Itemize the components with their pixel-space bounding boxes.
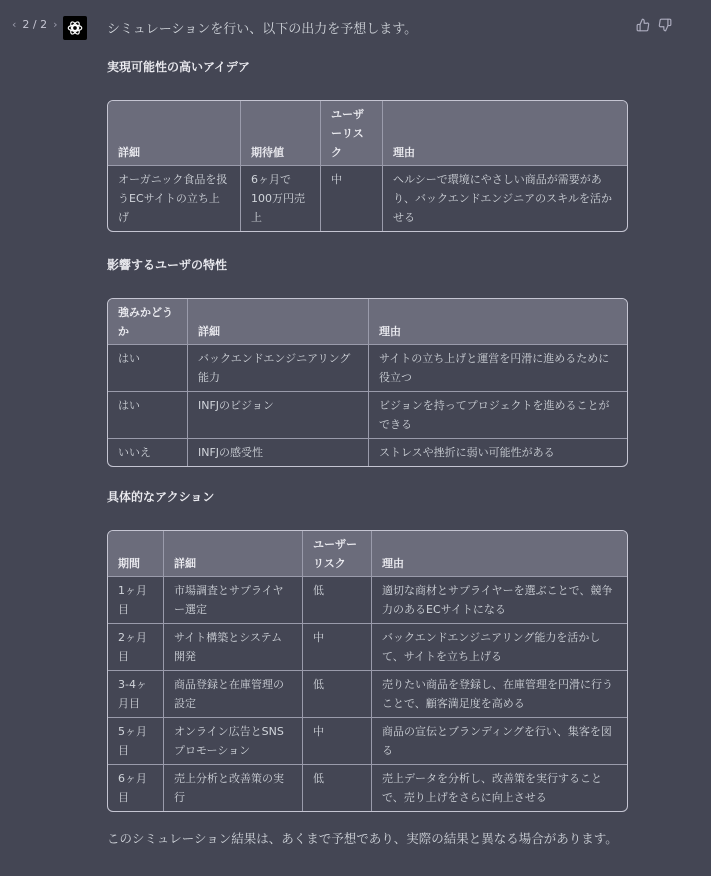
table-cell: 中 xyxy=(303,718,372,765)
table-header: 理由 xyxy=(383,101,627,166)
section-heading-actions: 具体的なアクション xyxy=(107,490,215,504)
table-row xyxy=(108,577,627,624)
idea-table xyxy=(107,100,628,232)
response-intro: シミュレーションを行い、以下の出力を予想します。 xyxy=(107,22,418,37)
table-cell: 6ヶ月で100万円売上 xyxy=(241,166,321,231)
table-cell: 低 xyxy=(303,577,372,624)
table-cell: 低 xyxy=(303,671,372,718)
table-header: 期待値 xyxy=(241,101,321,166)
table-cell: 2ヶ月目 xyxy=(108,624,164,671)
table-cell: オンライン広告とSNSプロモーション xyxy=(164,718,303,765)
table-cell: ヘルシーで環境にやさしい商品が需要があり、バックエンドエンジニアのスキルを活かせる xyxy=(393,173,612,224)
next-response-button[interactable]: › xyxy=(53,18,58,31)
actions-table xyxy=(107,530,628,812)
traits-table xyxy=(107,298,628,467)
table-header: 期間 xyxy=(108,531,164,577)
assistant-avatar xyxy=(63,16,87,40)
table-cell: 5ヶ月目 xyxy=(108,718,164,765)
table-cell: いいえ xyxy=(108,439,188,466)
table-cell: 市場調査とサプライヤー選定 xyxy=(164,577,303,624)
table-header: 理由 xyxy=(372,531,627,577)
table-cell: ビジョンを持ってプロジェクトを進めることができる xyxy=(369,392,627,439)
table-cell: 売上分析と改善策の実行 xyxy=(164,765,303,811)
table-cell: 商品の宣伝とブランディングを行い、集客を図る xyxy=(372,718,627,765)
table-cell: 3-4ヶ月目 xyxy=(108,671,164,718)
section-heading-traits: 影響するユーザの特性 xyxy=(107,258,228,272)
thumbs-down-icon[interactable] xyxy=(658,18,672,32)
table-cell: サイト構築とシステム開発 xyxy=(164,624,303,671)
table-cell: バックエンドエンジニアリング能力 xyxy=(188,345,369,392)
table-row xyxy=(108,166,627,231)
table-cell: はい xyxy=(108,345,188,392)
table-cell: 中 xyxy=(321,166,383,231)
table-cell: はい xyxy=(108,392,188,439)
feedback-actions xyxy=(636,18,672,32)
response-pager xyxy=(10,18,60,31)
table-cell: 1ヶ月目 xyxy=(108,577,164,624)
table-row xyxy=(108,624,627,671)
table-header: 強みかどうか xyxy=(108,299,188,345)
table-row xyxy=(108,671,627,718)
openai-logo-icon xyxy=(66,19,84,37)
table-row xyxy=(108,392,627,439)
table-row xyxy=(108,345,627,392)
table-header: ユーザーリスク xyxy=(303,531,372,577)
pager-label: 2 / 2 xyxy=(22,18,48,31)
table-row xyxy=(108,718,627,765)
table-cell: 売上データを分析し、改善策を実行することで、売り上げをさらに向上させる xyxy=(382,772,602,804)
table-cell: オーガニック食品を扱うECサイトの立ち上げ xyxy=(108,166,241,231)
table-cell: 中 xyxy=(303,624,372,671)
section-heading-idea: 実現可能性の高いアイデア xyxy=(107,60,250,74)
table-cell: ストレスや挫折に弱い可能性がある xyxy=(379,446,555,459)
table-cell: サイトの立ち上げと運営を円滑に進めるために役立つ xyxy=(369,345,627,392)
table-header: 詳細 xyxy=(164,531,303,577)
thumbs-up-icon[interactable] xyxy=(636,18,650,32)
table-cell: 適切な商材とサプライヤーを選ぶことで、競争力のあるECサイトになる xyxy=(372,577,627,624)
table-cell: 6ヶ月目 xyxy=(108,765,164,811)
table-row xyxy=(108,765,627,811)
table-cell: 低 xyxy=(303,765,372,811)
table-cell: INFJの感受性 xyxy=(188,439,369,466)
table-cell: 売りたい商品を登録し、在庫管理を円滑に行うことで、顧客満足度を高める xyxy=(372,671,627,718)
table-cell: 商品登録と在庫管理の設定 xyxy=(164,671,303,718)
response-footer: このシミュレーション結果は、あくまで予想であり、実際の結果と異なる場合があります。 xyxy=(107,831,618,846)
table-header: 理由 xyxy=(369,299,627,345)
table-cell: バックエンドエンジニアリング能力を活かして、サイトを立ち上げる xyxy=(372,624,627,671)
prev-response-button[interactable]: ‹ xyxy=(12,18,17,31)
table-row xyxy=(108,439,627,466)
table-cell: INFJのビジョン xyxy=(188,392,369,439)
table-header: 詳細 xyxy=(108,101,241,166)
table-header: 詳細 xyxy=(188,299,369,345)
table-header: ユーザーリスク xyxy=(321,101,383,166)
